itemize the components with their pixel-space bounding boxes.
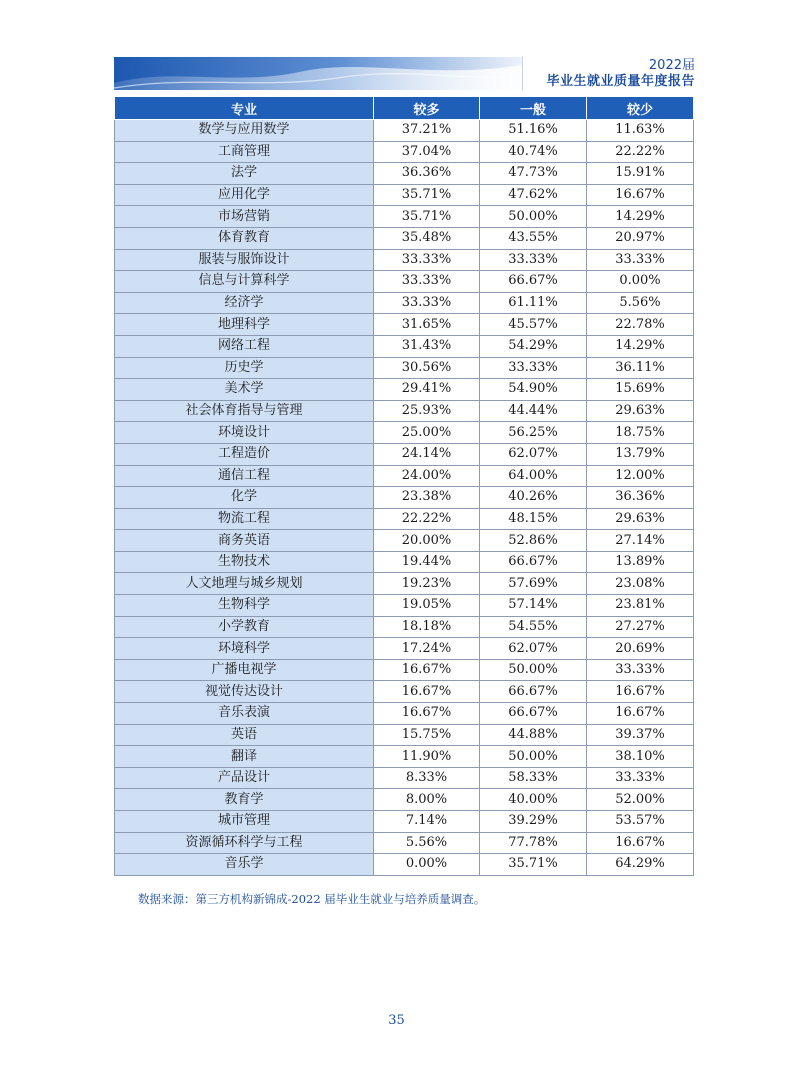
cell-average: 50.00% bbox=[480, 746, 587, 768]
cell-less: 16.67% bbox=[587, 184, 694, 206]
table-row bbox=[115, 595, 694, 617]
table-row bbox=[115, 400, 694, 422]
cell-average: 44.88% bbox=[480, 724, 587, 746]
table-row bbox=[115, 616, 694, 638]
cell-less: 33.33% bbox=[587, 249, 694, 271]
cell-major: 资源循环科学与工程 bbox=[115, 832, 374, 854]
table-row bbox=[115, 141, 694, 163]
cell-less: 20.97% bbox=[587, 227, 694, 249]
cell-average: 57.14% bbox=[480, 595, 587, 617]
cell-less: 14.29% bbox=[587, 335, 694, 357]
cell-more: 18.18% bbox=[374, 616, 480, 638]
cell-major: 环境科学 bbox=[115, 638, 374, 660]
cell-average: 40.26% bbox=[480, 487, 587, 509]
cell-major: 商务英语 bbox=[115, 530, 374, 552]
cell-average: 57.69% bbox=[480, 573, 587, 595]
column-header-average: 一般 bbox=[480, 97, 587, 120]
cell-more: 25.93% bbox=[374, 400, 480, 422]
cell-more: 0.00% bbox=[374, 854, 480, 876]
cell-average: 66.67% bbox=[480, 703, 587, 725]
cell-average: 54.29% bbox=[480, 335, 587, 357]
cell-average: 40.74% bbox=[480, 141, 587, 163]
table-row bbox=[115, 163, 694, 185]
cell-more: 22.22% bbox=[374, 508, 480, 530]
cell-more: 30.56% bbox=[374, 357, 480, 379]
cell-average: 35.71% bbox=[480, 854, 587, 876]
table-row bbox=[115, 832, 694, 854]
column-header-major: 专业 bbox=[115, 97, 374, 120]
table-row bbox=[115, 746, 694, 768]
table-row bbox=[115, 227, 694, 249]
table-row bbox=[115, 767, 694, 789]
cell-less: 13.89% bbox=[587, 551, 694, 573]
cell-more: 20.00% bbox=[374, 530, 480, 552]
cell-major: 物流工程 bbox=[115, 508, 374, 530]
cell-more: 15.75% bbox=[374, 724, 480, 746]
cell-more: 16.67% bbox=[374, 681, 480, 703]
table-row bbox=[115, 292, 694, 314]
cell-less: 20.69% bbox=[587, 638, 694, 660]
cell-less: 15.69% bbox=[587, 379, 694, 401]
cell-less: 53.57% bbox=[587, 811, 694, 833]
cell-average: 66.67% bbox=[480, 681, 587, 703]
cell-major: 音乐表演 bbox=[115, 703, 374, 725]
cell-less: 12.00% bbox=[587, 465, 694, 487]
cell-major: 教育学 bbox=[115, 789, 374, 811]
cell-less: 22.78% bbox=[587, 314, 694, 336]
cell-less: 23.08% bbox=[587, 573, 694, 595]
cell-average: 50.00% bbox=[480, 206, 587, 228]
cell-major: 通信工程 bbox=[115, 465, 374, 487]
cell-major: 视觉传达设计 bbox=[115, 681, 374, 703]
cell-major: 地理科学 bbox=[115, 314, 374, 336]
cell-less: 13.79% bbox=[587, 443, 694, 465]
table-row bbox=[115, 854, 694, 876]
cell-less: 33.33% bbox=[587, 767, 694, 789]
cell-average: 43.55% bbox=[480, 227, 587, 249]
cell-average: 61.11% bbox=[480, 292, 587, 314]
cell-more: 31.43% bbox=[374, 335, 480, 357]
cell-more: 37.21% bbox=[374, 120, 480, 142]
cell-more: 29.41% bbox=[374, 379, 480, 401]
cell-average: 50.00% bbox=[480, 659, 587, 681]
cell-less: 36.36% bbox=[587, 487, 694, 509]
table-row bbox=[115, 184, 694, 206]
cell-major: 英语 bbox=[115, 724, 374, 746]
report-year: 2022届 bbox=[648, 58, 695, 73]
cell-more: 11.90% bbox=[374, 746, 480, 768]
cell-more: 19.05% bbox=[374, 595, 480, 617]
cell-more: 33.33% bbox=[374, 249, 480, 271]
cell-less: 14.29% bbox=[587, 206, 694, 228]
table-row bbox=[115, 703, 694, 725]
table-body bbox=[115, 120, 694, 876]
cell-more: 36.36% bbox=[374, 163, 480, 185]
cell-average: 45.57% bbox=[480, 314, 587, 336]
table-row bbox=[115, 206, 694, 228]
cell-less: 27.27% bbox=[587, 616, 694, 638]
cell-average: 56.25% bbox=[480, 422, 587, 444]
cell-average: 47.73% bbox=[480, 163, 587, 185]
cell-major: 工程造价 bbox=[115, 443, 374, 465]
cell-major: 社会体育指导与管理 bbox=[115, 400, 374, 422]
cell-less: 39.37% bbox=[587, 724, 694, 746]
table-row bbox=[115, 508, 694, 530]
cell-average: 48.15% bbox=[480, 508, 587, 530]
table-row bbox=[115, 443, 694, 465]
cell-more: 35.48% bbox=[374, 227, 480, 249]
cell-average: 58.33% bbox=[480, 767, 587, 789]
cell-less: 52.00% bbox=[587, 789, 694, 811]
page-number: 35 bbox=[388, 1013, 405, 1028]
cell-average: 47.62% bbox=[480, 184, 587, 206]
cell-less: 29.63% bbox=[587, 400, 694, 422]
cell-less: 38.10% bbox=[587, 746, 694, 768]
cell-more: 16.67% bbox=[374, 703, 480, 725]
table-row bbox=[115, 465, 694, 487]
cell-major: 法学 bbox=[115, 163, 374, 185]
table-header-row bbox=[115, 97, 694, 120]
table-row bbox=[115, 271, 694, 293]
cell-average: 62.07% bbox=[480, 443, 587, 465]
cell-average: 64.00% bbox=[480, 465, 587, 487]
table-row bbox=[115, 379, 694, 401]
cell-average: 33.33% bbox=[480, 357, 587, 379]
table-row bbox=[115, 789, 694, 811]
cell-less: 29.63% bbox=[587, 508, 694, 530]
cell-major: 信息与计算科学 bbox=[115, 271, 374, 293]
cell-more: 8.00% bbox=[374, 789, 480, 811]
cell-more: 8.33% bbox=[374, 767, 480, 789]
cell-major: 人文地理与城乡规划 bbox=[115, 573, 374, 595]
cell-less: 15.91% bbox=[587, 163, 694, 185]
cell-major: 生物技术 bbox=[115, 551, 374, 573]
cell-major: 翻译 bbox=[115, 746, 374, 768]
cell-more: 24.00% bbox=[374, 465, 480, 487]
table-row bbox=[115, 530, 694, 552]
cell-less: 16.67% bbox=[587, 703, 694, 725]
table-row bbox=[115, 681, 694, 703]
cell-more: 31.65% bbox=[374, 314, 480, 336]
cell-major: 环境设计 bbox=[115, 422, 374, 444]
cell-average: 33.33% bbox=[480, 249, 587, 271]
cell-major: 广播电视学 bbox=[115, 659, 374, 681]
cell-average: 52.86% bbox=[480, 530, 587, 552]
cell-average: 39.29% bbox=[480, 811, 587, 833]
cell-more: 35.71% bbox=[374, 206, 480, 228]
column-header-less: 较少 bbox=[587, 97, 694, 120]
cell-average: 54.55% bbox=[480, 616, 587, 638]
table-row bbox=[115, 573, 694, 595]
cell-major: 小学教育 bbox=[115, 616, 374, 638]
cell-average: 66.67% bbox=[480, 551, 587, 573]
cell-less: 5.56% bbox=[587, 292, 694, 314]
cell-average: 44.44% bbox=[480, 400, 587, 422]
cell-average: 66.67% bbox=[480, 271, 587, 293]
table-row bbox=[115, 357, 694, 379]
cell-average: 51.16% bbox=[480, 120, 587, 142]
cell-more: 19.44% bbox=[374, 551, 480, 573]
header-divider bbox=[522, 56, 523, 90]
cell-average: 77.78% bbox=[480, 832, 587, 854]
cell-less: 22.22% bbox=[587, 141, 694, 163]
table-row bbox=[115, 659, 694, 681]
cell-more: 5.56% bbox=[374, 832, 480, 854]
cell-major: 经济学 bbox=[115, 292, 374, 314]
cell-more: 33.33% bbox=[374, 271, 480, 293]
cell-more: 25.00% bbox=[374, 422, 480, 444]
cell-major: 服装与服饰设计 bbox=[115, 249, 374, 271]
cell-more: 23.38% bbox=[374, 487, 480, 509]
header-banner bbox=[114, 57, 522, 90]
table-row bbox=[115, 811, 694, 833]
table-row bbox=[115, 724, 694, 746]
cell-less: 11.63% bbox=[587, 120, 694, 142]
table-row bbox=[115, 487, 694, 509]
cell-major: 美术学 bbox=[115, 379, 374, 401]
cell-less: 23.81% bbox=[587, 595, 694, 617]
cell-less: 18.75% bbox=[587, 422, 694, 444]
cell-average: 40.00% bbox=[480, 789, 587, 811]
cell-major: 音乐学 bbox=[115, 854, 374, 876]
cell-more: 35.71% bbox=[374, 184, 480, 206]
cell-major: 城市管理 bbox=[115, 811, 374, 833]
cell-major: 生物科学 bbox=[115, 595, 374, 617]
cell-major: 历史学 bbox=[115, 357, 374, 379]
cell-more: 17.24% bbox=[374, 638, 480, 660]
cell-more: 24.14% bbox=[374, 443, 480, 465]
cell-major: 数学与应用数学 bbox=[115, 120, 374, 142]
cell-less: 36.11% bbox=[587, 357, 694, 379]
cell-less: 27.14% bbox=[587, 530, 694, 552]
cell-major: 体育教育 bbox=[115, 227, 374, 249]
major-ratio-table bbox=[114, 96, 694, 876]
cell-less: 0.00% bbox=[587, 271, 694, 293]
cell-major: 应用化学 bbox=[115, 184, 374, 206]
table-row bbox=[115, 335, 694, 357]
cell-more: 19.23% bbox=[374, 573, 480, 595]
cell-major: 化学 bbox=[115, 487, 374, 509]
cell-major: 市场营销 bbox=[115, 206, 374, 228]
table-row bbox=[115, 551, 694, 573]
table-row bbox=[115, 249, 694, 271]
column-header-more: 较多 bbox=[374, 97, 480, 120]
table-row bbox=[115, 314, 694, 336]
table-row bbox=[115, 638, 694, 660]
cell-major: 工商管理 bbox=[115, 141, 374, 163]
cell-more: 16.67% bbox=[374, 659, 480, 681]
cell-less: 16.67% bbox=[587, 832, 694, 854]
cell-less: 33.33% bbox=[587, 659, 694, 681]
cell-more: 7.14% bbox=[374, 811, 480, 833]
data-source-note: 数据来源：第三方机构新锦成-2022 届毕业生就业与培养质量调查。 bbox=[138, 892, 486, 906]
table-row bbox=[115, 422, 694, 444]
cell-major: 产品设计 bbox=[115, 767, 374, 789]
report-title: 毕业生就业质量年度报告 bbox=[546, 74, 695, 89]
cell-major: 网络工程 bbox=[115, 335, 374, 357]
cell-less: 16.67% bbox=[587, 681, 694, 703]
table-row bbox=[115, 120, 694, 142]
cell-less: 64.29% bbox=[587, 854, 694, 876]
cell-more: 37.04% bbox=[374, 141, 480, 163]
cell-average: 54.90% bbox=[480, 379, 587, 401]
cell-more: 33.33% bbox=[374, 292, 480, 314]
cell-average: 62.07% bbox=[480, 638, 587, 660]
